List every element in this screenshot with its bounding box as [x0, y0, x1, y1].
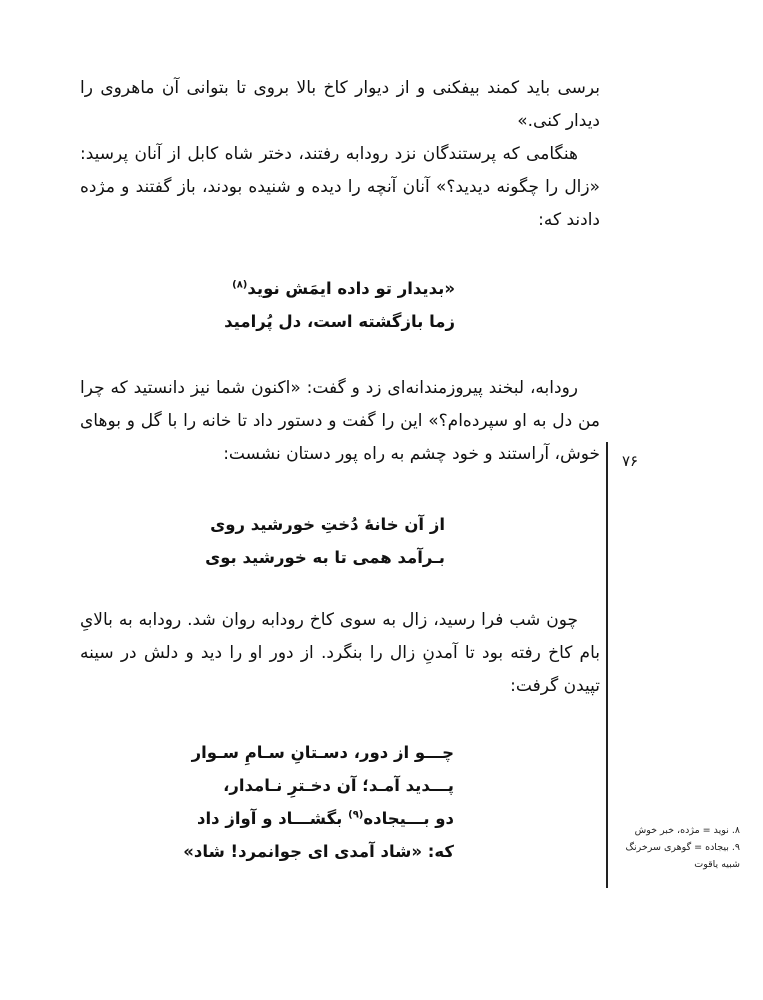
paragraph-night-arrival: چون شب فرا رسید، زال به سوی کاخ رودابه روان شد. رودابه به بالایِ بام کاخ رفته بود تا آمدنِ زال را بنگرد. از دور او را دید و دلش در سینه تپیدن گرفت:	[80, 610, 600, 696]
poem-verse: پـــدید آمـد؛ آن دخـترِ نـامدار،	[223, 776, 454, 795]
paragraph-block-2	[80, 372, 600, 471]
verse-text: بگشـــاد و آواز داد	[197, 809, 349, 828]
poem-verse: زما بازگشته است، دل پُرامید	[224, 312, 455, 331]
paragraph-block-3	[80, 604, 600, 703]
paragraph-servants-report: هنگامی که پرستندگان نزد رودابه رفتند، دختر شاه کابل از آنان پرسید: «زال را چگونه دیدید؟» آنان آنچه را دیده و شنیده بودند، باز گفتند و مژده دادند که:	[80, 144, 600, 230]
footnote-9: ۹. بیجاده = گوهری سرخرنگ شبیه یاقوت	[625, 842, 740, 870]
poem-verse	[80, 802, 600, 835]
verse-text: دو بـــیجاده	[363, 809, 454, 828]
poem-verse: از آن خانهٔ دُختِ خورشید روی	[210, 515, 445, 534]
paragraph-rudabeh-reply: رودابه، لبخند پیروزمندانه‌ای زد و گفت: «اکنون شما نیز دانستید که چرا من دل به او سپرده‌ام؟» این را گفت و دستور داد تا خانه را با گل و بوهای خوش، آراستند و خود چشم به راه پور دستان نشست:	[80, 378, 600, 464]
page-number: ۷۶	[622, 452, 639, 470]
poem-verse-block-1	[80, 272, 600, 338]
poem-verse-block-3	[80, 736, 600, 868]
verse-text: «بدیدار تو داده ایمَش نوید	[247, 279, 455, 298]
footnote-8: ۸. نوید = مژده، خبر خوش	[634, 825, 740, 836]
paragraph-block-1	[80, 72, 600, 237]
poem-verse: چـــو از دور، دسـتانِ سـامِ سـوار	[191, 743, 454, 762]
poem-verse: بـرآمد همی تا به خورشید بوی	[205, 548, 445, 567]
poem-verse-block-2	[80, 508, 600, 574]
footnote-marker: (۸)	[232, 279, 248, 291]
margin-divider-line	[606, 442, 608, 888]
poem-verse	[80, 272, 600, 305]
paragraph-continuation: برسی باید کمند بیفکنی و از دیوار کاخ بالا بروی تا بتوانی آن ماهروی را دیدار کنی.»	[80, 78, 600, 131]
footnotes	[612, 822, 740, 873]
poem-verse: که: «شاد آمدی ای جوانمرد! شاد»	[183, 842, 454, 861]
footnote-marker: (۹)	[348, 809, 364, 821]
